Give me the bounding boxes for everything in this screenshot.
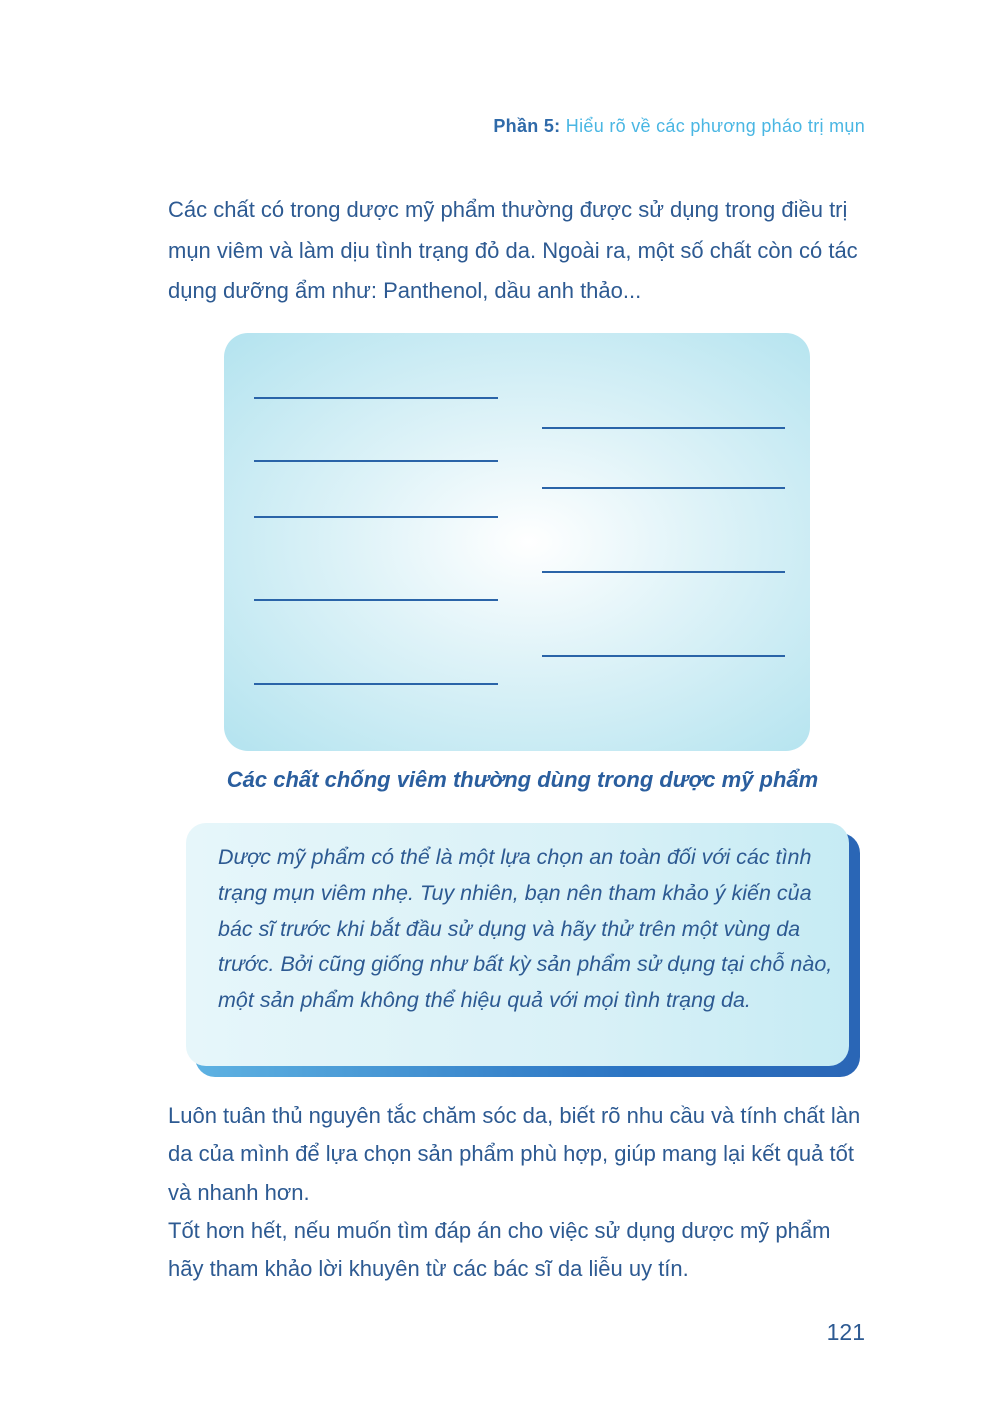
figure-blank-line bbox=[254, 397, 498, 399]
figure-blank-line bbox=[542, 487, 785, 489]
note-text: Dược mỹ phẩm có thể là một lựa chọn an toàn đối với các tình trạng mụn viêm nhẹ. Tuy nhiên, bạn nên tham khảo ý kiến của bác sĩ trước khi bắt đầu sử dụng và hãy thử trên một vùng da trước. Bởi cũng giống như bất kỳ sản phẩm sử dụng tại chỗ nào, một sản phẩm không thể hiệu quả với mọi tình trạng da. bbox=[218, 845, 833, 1013]
figure-blank-line bbox=[542, 571, 785, 573]
closing-sentence-1: Luôn tuân thủ nguyên tắc chăm sóc da, biết rõ nhu cầu và tính chất làn da của mình để lựa chọn sản phẩm phù hợp, giúp mang lại kết quả tốt và nhanh hơn. bbox=[168, 1103, 861, 1205]
anti-inflammatory-figure bbox=[224, 333, 810, 751]
figure-blank-line bbox=[542, 655, 785, 657]
figure-blank-line bbox=[254, 516, 498, 518]
closing-sentence-2: Tốt hơn hết, nếu muốn tìm đáp án cho việc sử dụng dược mỹ phẩm hãy tham khảo lời khuyên từ các bác sĩ da liễu uy tín. bbox=[168, 1217, 831, 1282]
running-header bbox=[493, 116, 865, 137]
page-number: 121 bbox=[826, 1319, 865, 1345]
figure-blank-line bbox=[254, 460, 498, 462]
closing-paragraph bbox=[168, 1097, 868, 1288]
section-number: Phần 5: bbox=[493, 116, 561, 136]
figure-blank-line bbox=[542, 427, 785, 429]
figure-caption: Các chất chống viêm thường dùng trong dược mỹ phẩm bbox=[226, 767, 819, 792]
intro-paragraph: Các chất có trong dược mỹ phẩm thường được sử dụng trong điều trị mụn viêm và làm dịu tình trạng đỏ da. Ngoài ra, một số chất còn có tác dụng dưỡng ẩm như: Panthenol, dầu anh thảo... bbox=[168, 197, 858, 303]
figure-blank-line bbox=[254, 683, 498, 685]
section-title: Hiểu rõ về các phương pháo trị mụn bbox=[565, 116, 865, 136]
figure-blank-line bbox=[254, 599, 498, 601]
note-box bbox=[186, 823, 849, 1066]
